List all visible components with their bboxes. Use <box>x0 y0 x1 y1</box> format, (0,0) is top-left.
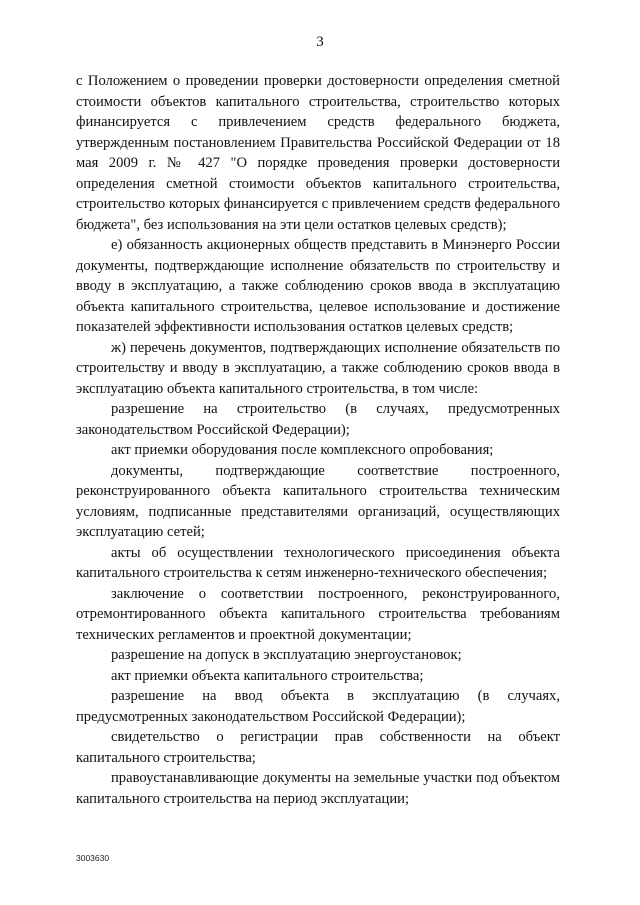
list-item-commissioning-permit: разрешение на ввод объекта в эксплуатацию (в случаях, предусмотренных законодательством Российской Федерации); <box>76 688 560 725</box>
page-number: 3 <box>316 34 324 50</box>
paragraph-continuation: с Положением о проведении проверки достоверности определения сметной стоимости объектов капитального строительства, строительство которых финансируется с привлечением средств федерального бюджета, утвержденным постановлением Правительства Российской Федерации от 18 мая 2009 г. № 427 "О порядке проведения проверки достоверности определения сметной стоимости объектов капитального строительства, строительство которых финансируется с привлечением средств федерального бюджета", без использования на эти цели остатков целевых средств); <box>76 73 560 233</box>
list-item-connection-acts: акты об осуществлении технологического присоединения объекта капитального строительства к сетям инженерно-технического обеспечения; <box>76 544 560 581</box>
footer-document-code: 3003630 <box>76 853 110 863</box>
paragraph-item-e: е) обязанность акционерных обществ представить в Минэнерго России документы, подтверждающие исполнение обязательств по строительству и вводу в эксплуатацию, а также соблюдению сроков ввода в эксплуатацию объекта капитального строительства, целевое использование и достижение показателей эффективности использования остатков целевых средств; <box>76 237 560 335</box>
list-item-equipment-acceptance: акт приемки оборудования после комплексного опробования; <box>111 442 494 458</box>
list-item-object-acceptance: акт приемки объекта капитального строительства; <box>111 667 424 684</box>
list-item-ownership-certificate: свидетельство о регистрации прав собственности на объект капитального строительства; <box>76 729 560 766</box>
list-item-compliance-conclusion: заключение о соответствии построенного, реконструированного, отремонтированного объекта капитального строительства требованиям технических регламентов и проектной документации; <box>76 585 560 643</box>
list-item-energy-permit: разрешение на допуск в эксплуатацию энергоустановок; <box>111 647 462 663</box>
paragraph-item-zh: ж) перечень документов, подтверждающих исполнение обязательств по строительству и вводу в эксплуатацию, а также соблюдению сроков ввода в эксплуатацию объекта капитального строительства, в том числе: <box>76 339 560 397</box>
list-item-land-documents: правоустанавливающие документы на земельные участки под объектом капитального строительства на период эксплуатации; <box>76 770 560 807</box>
document-body <box>76 71 560 809</box>
list-item-conformity-documents: документы, подтверждающие соответствие построенного, реконструированного объекта капитального строительства техническим условиям, подписанные представителями организаций, осуществляющих эксплуатацию сетей; <box>76 462 560 540</box>
list-item-construction-permit: разрешение на строительство (в случаях, предусмотренных законодательством Российской Федерации); <box>76 401 560 438</box>
